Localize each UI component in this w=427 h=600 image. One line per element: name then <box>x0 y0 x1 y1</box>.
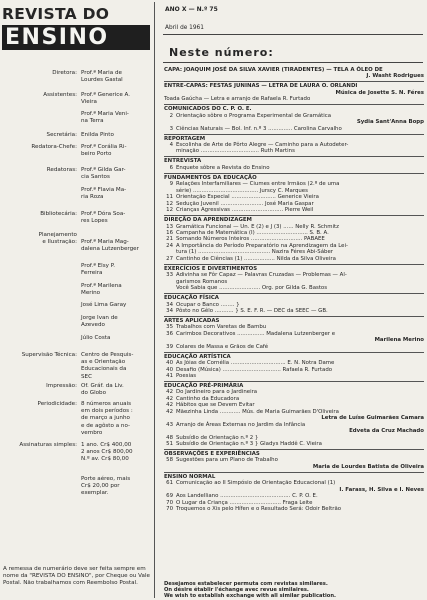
toc-continuation: garismos Romanos <box>176 278 228 285</box>
toc-page-number: 70 <box>166 506 173 513</box>
credit-line: beiro Porto <box>81 151 112 158</box>
issue-number: ANO X — N.º 75 <box>165 6 218 13</box>
toc-page-number: 11 <box>166 194 173 201</box>
credit-line: Vieira <box>81 99 97 106</box>
toc-entry-text: Adivinha se Fôr Capaz — Palavras Cruzadas — Problemas — Al- <box>176 272 347 279</box>
toc-entry-text: Carimbos Decorativos ................ Madalena Lutzenberger e <box>176 330 336 337</box>
toc-page-number: 35 <box>166 324 173 331</box>
toc-page-number: 61 <box>166 480 173 487</box>
credit-line: SEC <box>81 373 92 380</box>
credit-value <box>81 383 153 397</box>
toc-entry-text: Ciências Naturais — Bol. Inf. n.º 3 .............. Carolina Carvalho <box>176 125 342 132</box>
credit-label: Supervisão Técnica: <box>21 352 77 358</box>
toc-entry-text: Campanha de Matemática (I) .............................. S. B. A. <box>176 229 329 236</box>
credit-line: Prof.ª Dóra Soa- <box>81 211 126 217</box>
toc-entry-text: Aos Landelliano ......................................... C. P. O. E. <box>176 493 318 500</box>
credit-value <box>81 283 153 297</box>
credit-line: Ferreira <box>81 270 103 277</box>
toc-author: Marilena Merino <box>374 337 424 344</box>
masthead-top: REVISTA DO <box>2 5 110 23</box>
toc-page-number: 70 <box>166 499 173 506</box>
credit-line: em dois períodos : <box>81 408 133 415</box>
toc-page-number: 16 <box>166 229 173 236</box>
toc-entry-text: Ocupar o Banco ........ } <box>176 301 240 308</box>
credit-value <box>81 187 153 201</box>
credit-line: 1 ano. Cr$ 400,00 <box>81 442 132 448</box>
credit-value <box>81 239 153 253</box>
toc-entry <box>164 480 424 486</box>
credit-line: do Globo <box>81 390 107 397</box>
credit-value <box>81 70 153 84</box>
toc-section: ENTREVISTA <box>164 156 424 164</box>
credit-label: Secretária: <box>46 132 77 138</box>
credit-value <box>81 92 153 106</box>
toc-page-number: 42 <box>166 395 173 402</box>
toc-page-number: 6 <box>169 164 173 171</box>
toc-section: CAPA: JOAQUIM JOSÉ DA SILVA XAVIER (TIRADENTES) — TELA A ÓLEO DE <box>164 67 383 73</box>
toc-entry-text: Cantinho da Educadora <box>176 395 240 402</box>
credit-line: Júlio Costa <box>81 335 111 341</box>
credit-label: Assinaturas simples: <box>19 442 77 448</box>
credit-value <box>81 476 153 498</box>
toc-entry <box>164 207 424 213</box>
toc-author: Sydia Sant'Anna Bopp <box>356 119 424 126</box>
toc-section: EDUCAÇÃO ARTÍSTICA <box>164 352 424 360</box>
credit-line: Jorge Ivan de <box>81 315 118 321</box>
toc-author: Letra de Luíse Guimarães Camara <box>321 415 424 422</box>
credit-value <box>81 132 153 139</box>
credit-label: Diretora: <box>52 70 77 76</box>
credit-line: Prof.ª Generice A. <box>81 92 131 98</box>
toc-page-number: 4 <box>169 142 173 149</box>
credit-value <box>81 302 153 309</box>
toc-line: Toada Gaúcha — Letra e arranjo de Rafaela R. Furtado <box>164 96 311 103</box>
toc-continuation: minação .................................. Ruth Martins <box>176 148 295 155</box>
credit-value <box>81 401 153 437</box>
toc-entry <box>164 272 424 278</box>
toc-entry <box>164 165 424 171</box>
credit-line: 2 anos Cr$ 800,00 <box>81 449 133 456</box>
divider-rule <box>163 62 423 63</box>
toc-entry-text: Relações Interfamiliares — Ciumes entre Irmãos (2.º de uma <box>176 181 340 188</box>
toc-entry <box>164 256 424 262</box>
credit-line: N.º av. Cr$ 80,00 <box>81 456 129 463</box>
exchange-notice <box>164 581 424 600</box>
toc-section: ARTES APLICADAS <box>164 316 424 324</box>
credit-line: Centro de Pesquis- <box>81 352 134 358</box>
credit-value <box>81 144 153 158</box>
toc-page-number: 33 <box>166 272 173 279</box>
credit-label: Redatoras: <box>46 167 77 173</box>
credit-line: Of. Gráf. da Liv. <box>81 383 124 389</box>
credit-line: res Lopes <box>81 218 108 225</box>
credit-line: Prof.ª Maria Veni- <box>81 111 129 117</box>
toc-section: ENTRE-CAPAS: FESTAS JUNINAS — LETRA DE LAURA O. ORLANDI <box>164 81 424 89</box>
toc-page-number: 41 <box>166 373 173 380</box>
toc-entry-text: O Lugar da Criança .............................. Fraga Leite <box>176 499 313 506</box>
credit-line: Educacionais da <box>81 366 127 373</box>
toc-page-number: 9 <box>169 181 173 188</box>
toc-page-number: 36 <box>166 330 173 337</box>
credit-line: exemplar. <box>81 490 109 497</box>
credit-line: na Terra <box>81 118 104 125</box>
toc-section: FUNDAMENTOS DA EDUCAÇÃO <box>164 173 424 181</box>
credit-line: Porte aéreo, mais <box>81 476 131 482</box>
toc-author: Edveta da Cruz Machado <box>349 428 424 435</box>
toc-page-number: 13 <box>166 223 173 230</box>
credit-value <box>81 167 153 181</box>
toc-page-number: 42 <box>166 408 173 415</box>
toc-section: EDUCAÇÃO PRÉ-PRIMÁRIA <box>164 381 424 389</box>
credit-line: Prof.ª Corália Ri- <box>81 144 127 150</box>
toc-page-number: 42 <box>166 389 173 396</box>
toc-entry-text: Do Jardineiro para o Jardineira <box>176 389 258 396</box>
toc-entry-text: Trabalhos com Varetas de Bambu <box>176 324 267 331</box>
toc-entry-text: A Importância do Período Preparatório na Aprendizagem da Lei- <box>176 242 348 249</box>
payment-note: A remessa de numerário deve ser feita sempre em nome da "REVISTA DO ENSINO", por Cheque ou Vale Postal. Não trabalhamos com Reembolso Postal. <box>3 566 150 587</box>
toc-continuation: tura (1) .......................................... Nazira Féres Abi-Sáber <box>176 249 333 256</box>
credit-line: de março a junho <box>81 415 130 422</box>
toc-entry-text: Comunicação ao II Simpósio de Orientação Educacional (1) <box>176 480 336 487</box>
toc-section: COMUNICADOS DO C. P. O. E. <box>164 104 424 112</box>
toc-section: REPORTAGEM <box>164 134 424 142</box>
credit-label: Redatora-Chefe: <box>31 144 77 150</box>
credit-label: Assistentes: <box>43 92 77 98</box>
credit-label: Impressão: <box>46 383 77 389</box>
toc-entry-text: Pôsto no Gêlo ........... } S. E. F. R. — DEC da SEEC — GB. <box>176 307 328 314</box>
credit-line: Azevedo <box>81 322 105 329</box>
credit-label: Bibliotecária: <box>40 211 77 217</box>
toc-section: ENSINO NORMAL <box>164 472 424 480</box>
credit-line: Prof.ª Maria Mag- <box>81 239 129 245</box>
credit-value <box>81 263 153 277</box>
toc-continuation: série) ...................................... Jurscy C. Marques <box>176 187 308 194</box>
toc-entry-text: Sedução Juvenil ......................... José Maria Gaspar <box>176 200 314 207</box>
credit-line: Cr$ 20,00 por <box>81 483 120 490</box>
toc-continuation: Você Sabia que ........................ Org. por Gilda G. Bastos <box>176 285 328 292</box>
toc-entry <box>164 506 424 512</box>
toc-page-number: 69 <box>166 493 173 500</box>
exchange-notice-line: On désire établir l'échange avec revue similaires. <box>164 587 309 594</box>
toc-page-number: 12 <box>166 207 173 214</box>
toc-entry-text: Gramática Funcional — Un. E (2) e J (3) ...... Nelly R. Schmitz <box>176 223 339 230</box>
toc-page-number: 3 <box>169 125 173 132</box>
toc-entry-text: Subsídio de Orientação n.º 2 } <box>176 434 259 441</box>
toc-entry-text: Escolinha de Arte de Pôrto Alegre — Caminho para a Autodeter- <box>176 142 349 149</box>
toc-page-number: 40 <box>166 366 173 373</box>
toc-section: DIREÇÃO DA APRENDIZAGEM <box>164 215 424 223</box>
toc-author: J. Washt Rodrigues <box>366 73 424 80</box>
toc-entry-text: Orientação sôbre o Programa Experimental de Gramática <box>176 112 332 119</box>
toc-page-number: 34 <box>166 307 173 314</box>
toc-page-number: 39 <box>166 343 173 350</box>
toc-page-number: 51 <box>166 441 173 448</box>
toc-author: Maria de Lourdes Batista de Oliveira <box>312 463 424 470</box>
toc-page-number: 21 <box>166 236 173 243</box>
credit-line: Prof.ª Elsy P. <box>81 263 115 269</box>
contents-heading: Neste número: <box>169 46 274 59</box>
toc-entry-text: Colares de Massa e Grãos de Café <box>176 343 269 350</box>
toc-page-number: 34 <box>166 301 173 308</box>
credit-value <box>81 111 153 125</box>
toc-entry <box>164 126 424 132</box>
toc-entry-text: Desafio (Música) .................................. Rafaela R. Furtado <box>176 366 333 373</box>
credit-line: e de agôsto a no- <box>81 422 130 429</box>
credit-line: cia Santos <box>81 174 110 181</box>
toc-section: OBSERVAÇÕES E EXPERIÊNCIAS <box>164 449 424 457</box>
credit-value <box>81 442 153 464</box>
toc-author: Música de Josette S. N. Féres <box>335 89 424 96</box>
toc-page-number: 43 <box>166 421 173 428</box>
toc-section: EXERCÍCIOS E DIVERTIMENTOS <box>164 264 424 272</box>
toc-entry-text: Poesias <box>176 373 197 380</box>
credit-line: Merino <box>81 290 101 297</box>
toc-entry-text: Somando Números Inteiros .............................. PABAEE <box>176 236 325 243</box>
toc-entry <box>164 308 424 314</box>
column-divider <box>154 2 155 598</box>
toc-page-number: 42 <box>166 402 173 409</box>
credit-value <box>81 335 153 342</box>
toc-page-number: 48 <box>166 434 173 441</box>
toc-entry-text: Hábitos que se Devem Evitar <box>176 402 255 409</box>
toc-entry-text: Enquete sôbre a Revista do Ensino <box>176 164 270 171</box>
toc-author: I. Farass, H. Silva e I. Neves <box>339 486 424 493</box>
toc-entry-text: Orientação Especial .......................... Generice Vieira <box>176 194 319 201</box>
toc-entry-text: Cantinho de Ciências (1) .................. Nilda da Silva Oliveira <box>176 255 336 262</box>
credit-label: Planejamento <box>38 232 77 238</box>
toc-entry-text: As Jóias de Cornélia ................................ E. N. Notra Dame <box>176 360 335 367</box>
credit-line: José Lima Garay <box>81 302 127 308</box>
toc-section: EDUCAÇÃO FÍSICA <box>164 293 424 301</box>
toc-entry <box>164 344 424 350</box>
credit-line: Prof.ª Marilena <box>81 283 122 289</box>
toc-entry <box>164 373 424 379</box>
toc-entry-text: Subsídio de Orientação n.º 3 } Gladys Haddê C. Vieira <box>176 441 322 448</box>
credit-line: dalena Lutzenberger <box>81 246 139 253</box>
credit-line: Prof.ª Maria de <box>81 70 122 76</box>
toc-entry-text: Arranjo de Áreas Externas no Jardim da Infância <box>176 421 306 428</box>
credit-line: vembro <box>81 429 103 436</box>
issue-date: Abril de 1961 <box>165 25 204 31</box>
exchange-notice-line: Desejamos estabelecer permuta com revistas similares. <box>164 581 328 587</box>
toc-entry-text: Sugestões para um Plano de Trabalho <box>176 457 278 464</box>
toc-entry <box>164 457 424 463</box>
toc-entry-text: Crianças Agressivas .............................. Pierre Weil <box>176 207 314 214</box>
credit-label: Periodicidade: <box>37 401 77 407</box>
credit-value <box>81 315 153 329</box>
toc-entry-text: Mãezinha Linda ............ Mús. de Maria Guimarães D'Oliveira <box>176 408 339 415</box>
credit-line: Lourdes Gastal <box>81 77 123 84</box>
exchange-notice-line: We wish to establish exchange with all similar publication. <box>164 593 337 600</box>
credit-value <box>81 352 153 381</box>
toc-page-number: 2 <box>169 112 173 119</box>
credit-line: ria Roza <box>81 194 104 201</box>
toc-entry <box>164 441 424 447</box>
divider-rule <box>163 34 423 35</box>
masthead-title: ENSINO <box>2 25 150 50</box>
toc-page-number: 24 <box>166 242 173 249</box>
table-of-contents <box>164 67 424 513</box>
toc-page-number: 12 <box>166 200 173 207</box>
credit-line: as e Orientação <box>81 359 126 366</box>
credit-line: Prof.ª Flavia Ma- <box>81 187 127 193</box>
credit-line: Enilda Pinto <box>81 132 114 138</box>
toc-page-number: 40 <box>166 360 173 367</box>
credit-line: 8 números anuais <box>81 401 132 407</box>
toc-entry-text: Troquemos o Xis pelo Hífen e o Resultado Será: Odoir Beltrão <box>176 506 342 513</box>
toc-page-number: 58 <box>166 457 173 464</box>
credit-line: Prof.ª Gilda Gar- <box>81 167 126 173</box>
toc-page-number: 27 <box>166 255 173 262</box>
credit-value <box>81 211 153 225</box>
toc-entry <box>164 181 424 187</box>
credit-label: e Ilustração: <box>42 239 77 245</box>
